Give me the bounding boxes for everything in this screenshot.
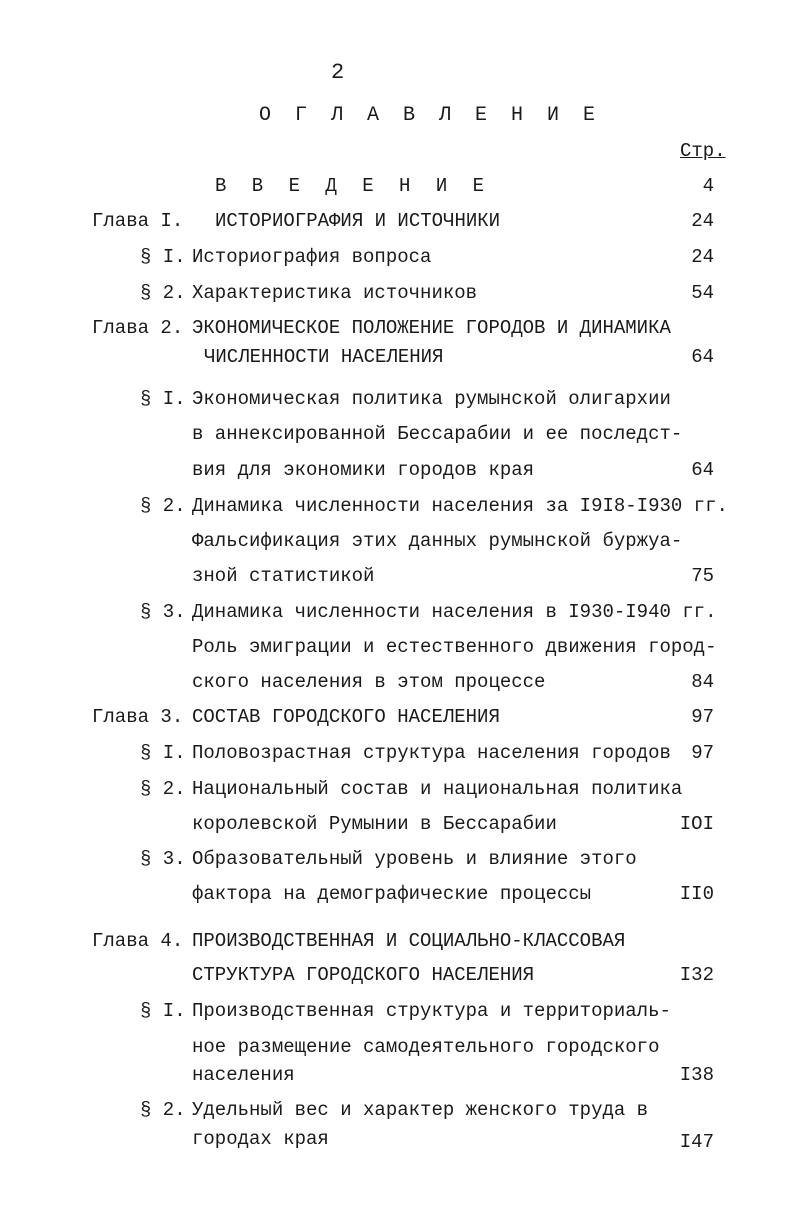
chapter-3-page: 97 — [691, 706, 714, 728]
section-3-3-line-2: фактора на демографические процессы — [192, 883, 592, 905]
chapter-1-title: ИСТОРИОГРАФИЯ И ИСТОЧНИКИ — [215, 210, 501, 232]
section-2-2-mark: § 2. — [140, 495, 186, 517]
section-1-2-page: 54 — [691, 282, 714, 304]
intro-page: 4 — [702, 175, 714, 197]
section-1-2-mark: § 2. — [140, 282, 186, 304]
section-4-2-page: I47 — [679, 1131, 714, 1153]
section-2-3-page: 84 — [691, 671, 714, 693]
section-3-2-line-2: королевской Румынии в Бессарабии — [192, 813, 557, 835]
section-2-1-line-3: вия для экономики городов края — [192, 459, 535, 481]
page-column-label: Стр. — [680, 140, 726, 162]
intro-label: В В Е Д Е Н И Е — [215, 175, 492, 197]
section-3-3-page: II0 — [679, 883, 714, 905]
section-4-2-line-1: Удельный вес и характер женского труда в — [192, 1099, 649, 1121]
section-2-2-page: 75 — [691, 565, 714, 587]
section-3-1-text: Половозрастная структура населения городов — [192, 742, 671, 764]
page-number: 2 — [331, 60, 345, 85]
section-4-1-mark: § I. — [140, 1000, 186, 1022]
section-3-3-line-1: Образовательный уровень и влияние этого — [192, 848, 637, 870]
section-3-2-line-1: Национальный состав и национальная политика — [192, 778, 683, 800]
section-2-2-line-2: Фальсификация этих данных румынской буржуа- — [192, 530, 683, 552]
section-2-3-line-2: Роль эмиграции и естественного движения город- — [192, 636, 717, 658]
section-3-2-mark: § 2. — [140, 778, 186, 800]
section-3-2-page: IOI — [679, 813, 714, 835]
chapter-2-prefix: Глава 2. — [92, 317, 184, 339]
chapter-4-page: I32 — [679, 964, 714, 986]
section-2-2-line-1: Динамика численности населения за I9I8-I930 гг. — [192, 495, 728, 517]
section-2-1-page: 64 — [691, 459, 714, 481]
section-1-1-page: 24 — [691, 246, 714, 268]
chapter-4-title-line-2: СТРУКТУРА ГОРОДСКОГО НАСЕЛЕНИЯ — [192, 964, 535, 986]
chapter-4-title-line-1: ПРОИЗВОДСТВЕННАЯ И СОЦИАЛЬНО-КЛАССОВАЯ — [192, 930, 626, 952]
section-2-1-line-2: в аннексированной Бессарабии и ее последст- — [192, 423, 683, 445]
section-4-1-line-2: ное размещение самодеятельного городского — [192, 1036, 660, 1058]
section-3-3-mark: § 3. — [140, 848, 186, 870]
section-2-2-line-3: зной статистикой — [192, 565, 375, 587]
chapter-2-title-line-2: ЧИСЛЕННОСТИ НАСЕЛЕНИЯ — [204, 346, 444, 368]
section-2-3-line-1: Динамика численности населения в I930-I940 гг. — [192, 601, 717, 623]
chapter-3-title: СОСТАВ ГОРОДСКОГО НАСЕЛЕНИЯ — [192, 706, 500, 728]
chapter-1-page: 24 — [691, 210, 714, 232]
section-4-2-mark: § 2. — [140, 1099, 186, 1121]
section-4-1-line-3: населения — [192, 1064, 295, 1086]
section-1-1-mark: § I. — [140, 246, 186, 268]
page-title: О Г Л А В Л Е Н И Е — [259, 104, 602, 127]
chapter-2-page: 64 — [691, 346, 714, 368]
chapter-4-prefix: Глава 4. — [92, 930, 184, 952]
section-4-2-line-2: городах края — [192, 1128, 329, 1150]
chapter-3-prefix: Глава 3. — [92, 706, 184, 728]
section-3-1-mark: § I. — [140, 742, 186, 764]
section-1-1-text: Историография вопроса — [192, 246, 432, 268]
section-4-1-line-1: Производственная структура и территориаль- — [192, 1000, 671, 1022]
section-1-2-text: Характеристика источников — [192, 282, 478, 304]
chapter-2-title-line-1: ЭКОНОМИЧЕСКОЕ ПОЛОЖЕНИЕ ГОРОДОВ И ДИНАМИКА — [192, 317, 671, 339]
chapter-1-prefix: Глава I. — [92, 210, 184, 232]
section-2-1-mark: § I. — [140, 388, 186, 410]
section-2-3-mark: § 3. — [140, 601, 186, 623]
section-4-1-page: I38 — [679, 1064, 714, 1086]
section-3-1-page: 97 — [691, 742, 714, 764]
section-2-1-line-1: Экономическая политика румынской олигархии — [192, 388, 671, 410]
section-2-3-line-3: ского населения в этом процессе — [192, 671, 546, 693]
